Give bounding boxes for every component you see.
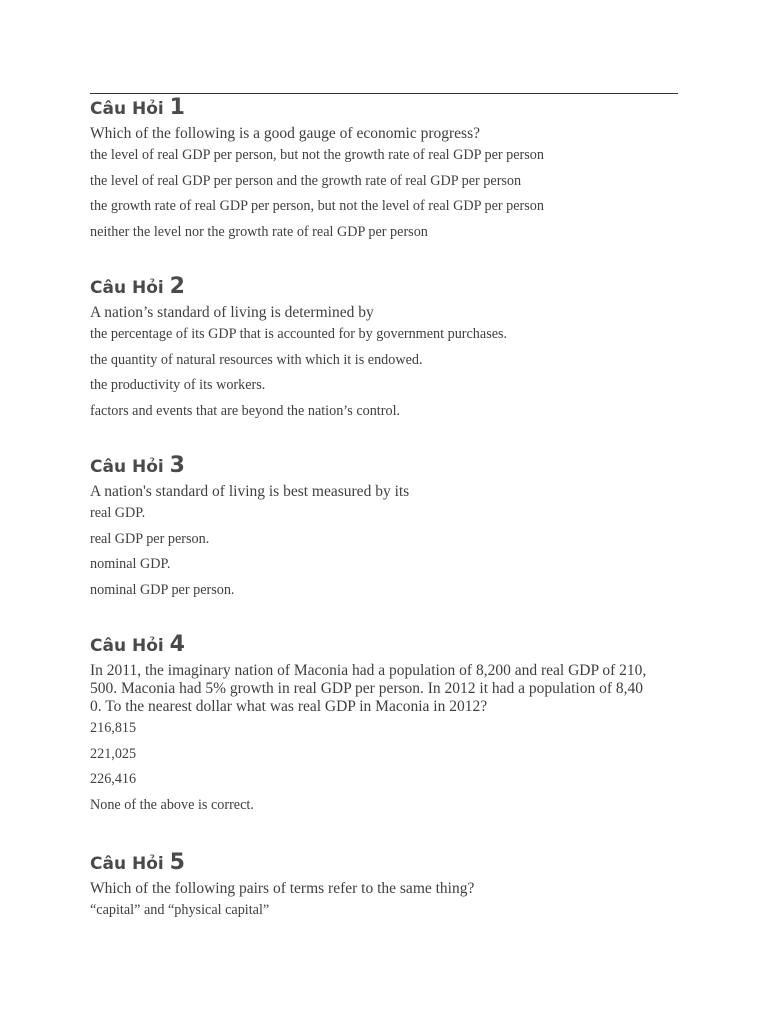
question-4-heading-prefix: Câu Hỏi (90, 636, 164, 656)
question-1-text: Which of the following is a good gauge of economic progress? (90, 125, 480, 142)
question-3 (90, 455, 682, 603)
answer-option[interactable]: neither the level nor the growth rate of real GDP per person (90, 223, 428, 240)
question-2-number: 2 (169, 274, 185, 299)
answer-option[interactable]: 216,815 (90, 720, 137, 736)
question-2 (90, 276, 682, 424)
question-1-heading (90, 97, 682, 119)
answer-option[interactable]: factors and events that are beyond the nation’s control. (90, 402, 401, 419)
answer-option[interactable]: “capital” and “physical capital” (90, 902, 270, 918)
answer-option[interactable]: 226,416 (90, 771, 137, 788)
answer-option[interactable]: real GDP per person. (90, 530, 210, 547)
question-4-text (90, 662, 682, 716)
answer-option[interactable]: nominal GDP per person. (90, 581, 235, 598)
answer-option[interactable]: None of the above is correct. (90, 796, 254, 813)
question-2-answers (90, 322, 682, 424)
question-1-number: 1 (169, 95, 185, 120)
question-4-heading (90, 634, 682, 656)
question-5 (90, 852, 682, 924)
question-3-answers (90, 501, 682, 603)
answer-option[interactable]: the level of real GDP per person and the growth rate of real GDP per person (90, 172, 522, 189)
question-5-number: 5 (169, 850, 185, 875)
top-divider (90, 93, 678, 94)
question-5-text: Which of the following pairs of terms refer to the same thing? (90, 880, 475, 897)
answer-option[interactable]: real GDP. (90, 505, 146, 521)
question-2-heading (90, 276, 682, 298)
answer-option[interactable]: the quantity of natural resources with which it is endowed. (90, 351, 423, 368)
answer-option[interactable]: the percentage of its GDP that is accounted for by government purchases. (90, 326, 508, 342)
answer-option[interactable]: 221,025 (90, 745, 137, 762)
question-4-answers (90, 716, 682, 818)
question-2-heading-prefix: Câu Hỏi (90, 278, 164, 298)
answer-option[interactable]: nominal GDP. (90, 556, 171, 573)
question-4-text-line: 0. To the nearest dollar what was real GDP in Maconia in 2012? (90, 698, 488, 715)
question-3-text: A nation's standard of living is best measured by its (90, 483, 410, 500)
question-1-answers (90, 143, 682, 245)
question-5-answers (90, 898, 682, 924)
question-3-number: 3 (169, 453, 185, 478)
question-2-text: A nation’s standard of living is determined by (90, 304, 374, 321)
question-3-heading (90, 455, 682, 477)
question-1 (90, 97, 682, 245)
question-3-heading-prefix: Câu Hỏi (90, 457, 164, 477)
answer-option[interactable]: the level of real GDP per person, but not the growth rate of real GDP per person (90, 147, 544, 163)
question-4-number: 4 (169, 632, 185, 657)
answer-option[interactable]: the growth rate of real GDP per person, but not the level of real GDP per person (90, 198, 544, 215)
answer-option[interactable]: the productivity of its workers. (90, 377, 266, 394)
question-5-heading (90, 852, 682, 874)
question-5-heading-prefix: Câu Hỏi (90, 854, 164, 874)
question-4-text-line: 500. Maconia had 5% growth in real GDP per person. In 2012 it had a population of 8,40 (90, 680, 644, 697)
question-1-heading-prefix: Câu Hỏi (90, 99, 164, 119)
question-4-text-line: In 2011, the imaginary nation of Maconia had a population of 8,200 and real GDP of 210, (90, 662, 647, 679)
question-4 (90, 634, 682, 818)
